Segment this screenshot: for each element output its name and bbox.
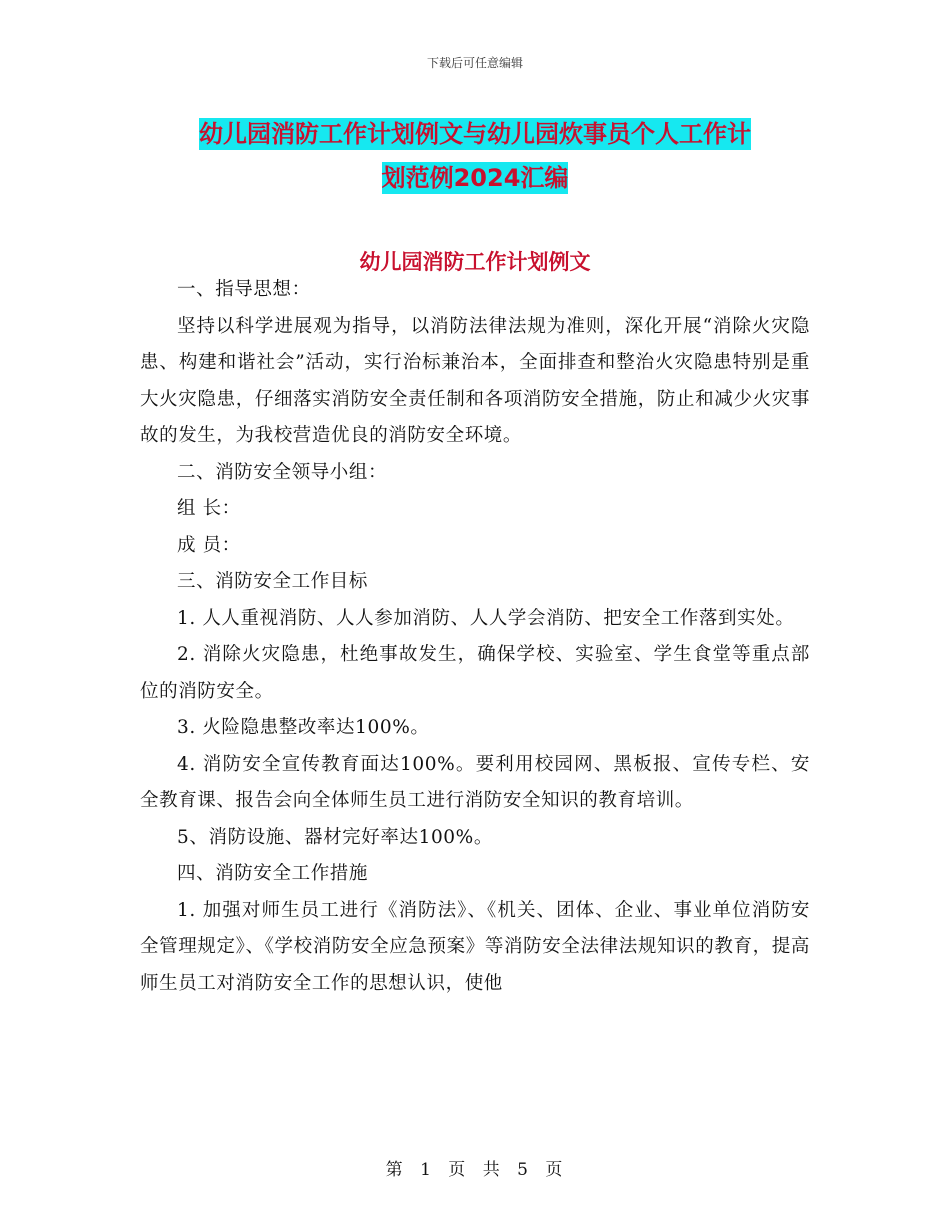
paragraph: 1. 人人重视消防、人人参加消防、人人学会消防、把安全工作落到实处。: [177, 607, 795, 629]
paragraph: 组 长：: [177, 498, 241, 519]
page-prefix: 第: [385, 1160, 405, 1180]
paragraph: 1. 加强对师生员工进行《消防法》、《机关、团体、企业、事业单位消防安全管理规定》、《学校消防安全应急预案》等消防安全法律法规知识的教育，提高师生员工对消防安全工作的思想认识，使他: [140, 899, 810, 994]
paragraph: 一、指导思想：: [177, 279, 311, 300]
paragraph: 成 员：: [177, 534, 241, 556]
section-title: 幼儿园消防工作计划例文: [359, 250, 591, 274]
paragraph: 四、消防安全工作措施: [177, 863, 369, 884]
page-footer: [0, 1155, 950, 1180]
page-suffix: 页: [545, 1160, 565, 1180]
paragraph: 二、消防安全领导小组：: [177, 461, 388, 483]
title-line-2: 划范例2024汇编: [381, 164, 569, 192]
paragraph: 三、消防安全工作目标: [177, 571, 369, 592]
paragraph: 4. 消防安全宣传教育面达100%。要利用校园网、黑板报、宣传专栏、安全教育课、报告会向全体师生员工进行消防安全知识的教育培训。: [140, 753, 810, 811]
paragraph: 3. 火险隐患整改率达100%。: [177, 717, 430, 738]
paragraph: 5、消防设施、器材完好率达100%。: [177, 826, 493, 848]
page-total-prefix: 共: [482, 1160, 502, 1180]
paragraph: 2. 消除火灾隐患，杜绝事故发生，确保学校、实验室、学生食堂等重点部位的消防安全。: [140, 644, 810, 702]
document-title: [140, 112, 810, 200]
title-line-1: 幼儿园消防工作计划例文与幼儿园炊事员个人工作计: [199, 120, 751, 148]
header-note: 下载后可任意编辑: [426, 56, 523, 70]
paragraph: 坚持以科学进展观为指导，以消防法律法规为准则，深化开展“消除火灾隐患、构建和谐社会”活动，实行治标兼治本，全面排查和整治火灾隐患特别是重大火灾隐患，仔细落实消防安全责任制和各项消防安全措施，防止和减少火灾事故的发生，为我校营造优良的消防安全环境。: [140, 315, 810, 446]
page-current: 1: [420, 1160, 433, 1180]
document-body: [140, 272, 810, 1002]
page-total: 5: [517, 1160, 530, 1180]
page-mid: 页: [448, 1160, 468, 1180]
